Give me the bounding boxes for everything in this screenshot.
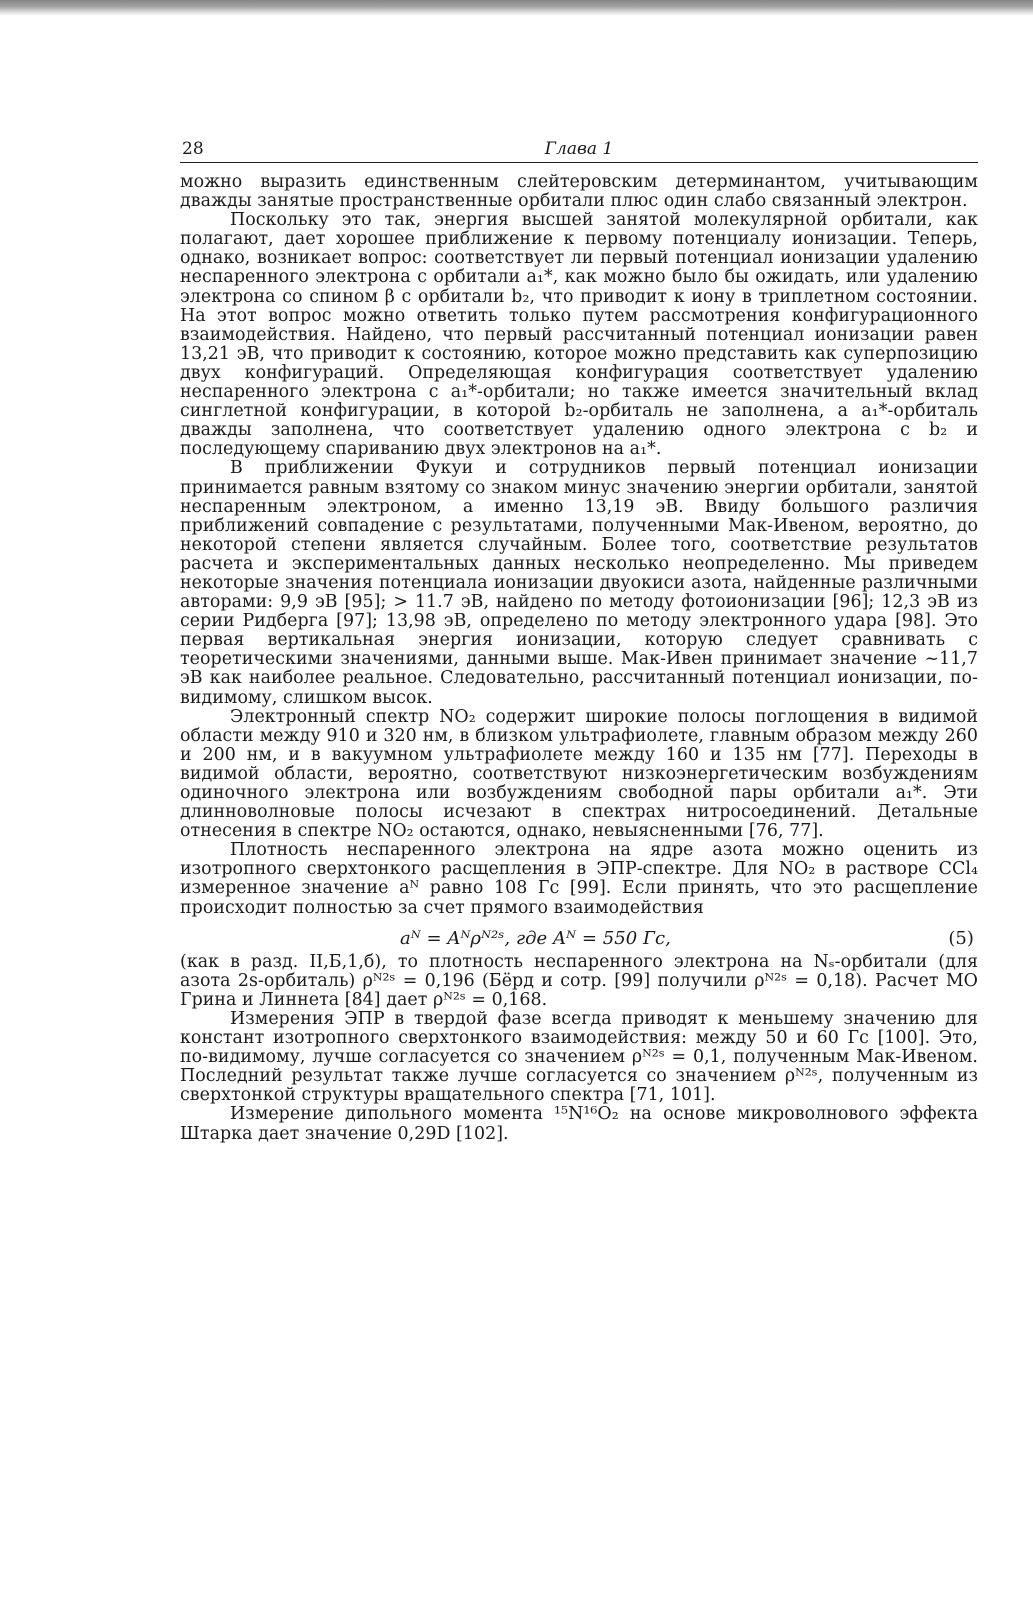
chapter-title: Глава 1 xyxy=(544,139,614,159)
page-number: 28 xyxy=(182,139,204,159)
paragraph: Поскольку это так, энергия высшей занятой молекулярной орбитали, как полагают, дает хорошее приближение к первому потенциалу ионизации. Теперь, однако, возникает вопрос: соответствует ли первый потенциал ионизации удалению неспаренного электрона с орбитали a₁*, как можно было бы ожидать, или удалению электрона со спином β с орбитали b₂, что приводит к иону в триплетном состоянии. На этот вопрос можно ответить только путем рассмотрения конфигурационного взаимодействия. Найдено, что первый рассчитанный потенциал ионизации равен 13,21 эВ, что приводит к состоянию, которое можно представить как суперпозицию двух конфигураций. Определяющая конфигурация соответствует удалению неспаренного электрона с a₁*-орбитали; но также имеется значительный вклад синглетной конфигурации, в которой b₂-орбиталь не заполнена, а a₁*-орбиталь дважды заполнена, что соответствует удалению одного электрона с b₂ и последующему спариванию двух электронов на a₁*. xyxy=(180,210,978,460)
equation-number: (5) xyxy=(948,927,974,949)
body-text xyxy=(180,173,978,1144)
equation-expression: aᴺ = Aᴺρᴺ²ˢ, где Aᴺ = 550 Гс, xyxy=(400,927,671,949)
equation xyxy=(180,928,978,950)
paragraph: Измерения ЭПР в твердой фазе всегда приводят к меньшему значению для констант изотропного сверхтонкого взаимодействия: между 50 и 60 Гс [100]. Это, по-видимому, лучше согласуется со значением ρᴺ²ˢ = 0,1, полученным Мак-Ивеном. Последний результат также лучше согласуется со значением ρᴺ²ˢ, полученным из сверхтонкой структуры вращательного спектра [71, 101]. xyxy=(180,1008,978,1106)
book-page xyxy=(180,138,978,1144)
paragraph: можно выразить единственным слейтеровским детерминантом, учитывающим дважды занятые пространственные орбитали плюс один слабо связанный электрон. xyxy=(180,172,978,212)
paragraph: Электронный спектр NO₂ содержит широкие полосы поглощения в видимой области между 910 и 320 нм, в близком ультрафиолете, главным образом между 260 и 200 нм, и в вакуумном ультрафиолете между 160 и 135 нм [77]. Переходы в видимой области, вероятно, соответствуют низкоэнергетическим возбуждениям одиночного электрона или возбуждениям свободной пары орбитали a₁*. Эти длинноволновые полосы исчезают в спектрах нитросоединений. Детальные отнесения в спектре NO₂ остаются, однако, невыясненными [76, 77]. xyxy=(180,706,978,842)
paragraph: (как в разд. II,Б,1,б), то плотность неспаренного электрона на Nₛ-орбитали (для азота 2s-орбиталь) ρᴺ²ˢ = 0,196 (Бёрд и сотр. [99] получили ρᴺ²ˢ = 0,18). Расчет МО Грина и Линнета [84] дает ρᴺ²ˢ = 0,168. xyxy=(180,951,978,1010)
paragraph: В приближении Фукуи и сотрудников первый потенциал ионизации принимается равным взятому со знаком минус значению энергии орбитали, занятой неспаренным электроном, а именно 13,19 эВ. Ввиду большого различия приближений совпадение с результатами, полученными Мак-Ивеном, вероятно, до некоторой степени является случайным. Более того, соответствие результатов расчета и экспериментальных данных несколько неопределенно. Мы приведем некоторые значения потенциала ионизации двуокиси азота, найденные различными авторами: 9,9 эВ [95]; > 11.7 эВ, найдено по методу фотоионизации [96]; 12,3 эВ из серии Ридберга [97]; 13,98 эВ, определено по методу электронного удара [98]. Это первая вертикальная энергия ионизации, которую следует сравнивать с теоретическими значениями, данными выше. Мак-Ивен принимает значение ~11,7 эВ как наиболее реальное. Следовательно, рассчитанный потенциал ионизации, по-видимому, слишком высок. xyxy=(180,458,978,708)
running-head xyxy=(180,138,978,163)
paragraph: Плотность неспаренного электрона на ядре азота можно оценить из изотропного сверхтонкого расщепления в ЭПР-спектре. Для NO₂ в растворе CCl₄ измеренное значение aᴺ равно 108 Гс [99]. Если принять, что это расщепление происходит полностью за счет прямого взаимодействия xyxy=(180,840,978,918)
scan-edge-shadow xyxy=(0,0,1033,16)
paragraph: Измерение дипольного момента ¹⁵N¹⁶O₂ на основе микроволнового эффекта Штарка дает значение 0,29D [102]. xyxy=(180,1104,978,1144)
